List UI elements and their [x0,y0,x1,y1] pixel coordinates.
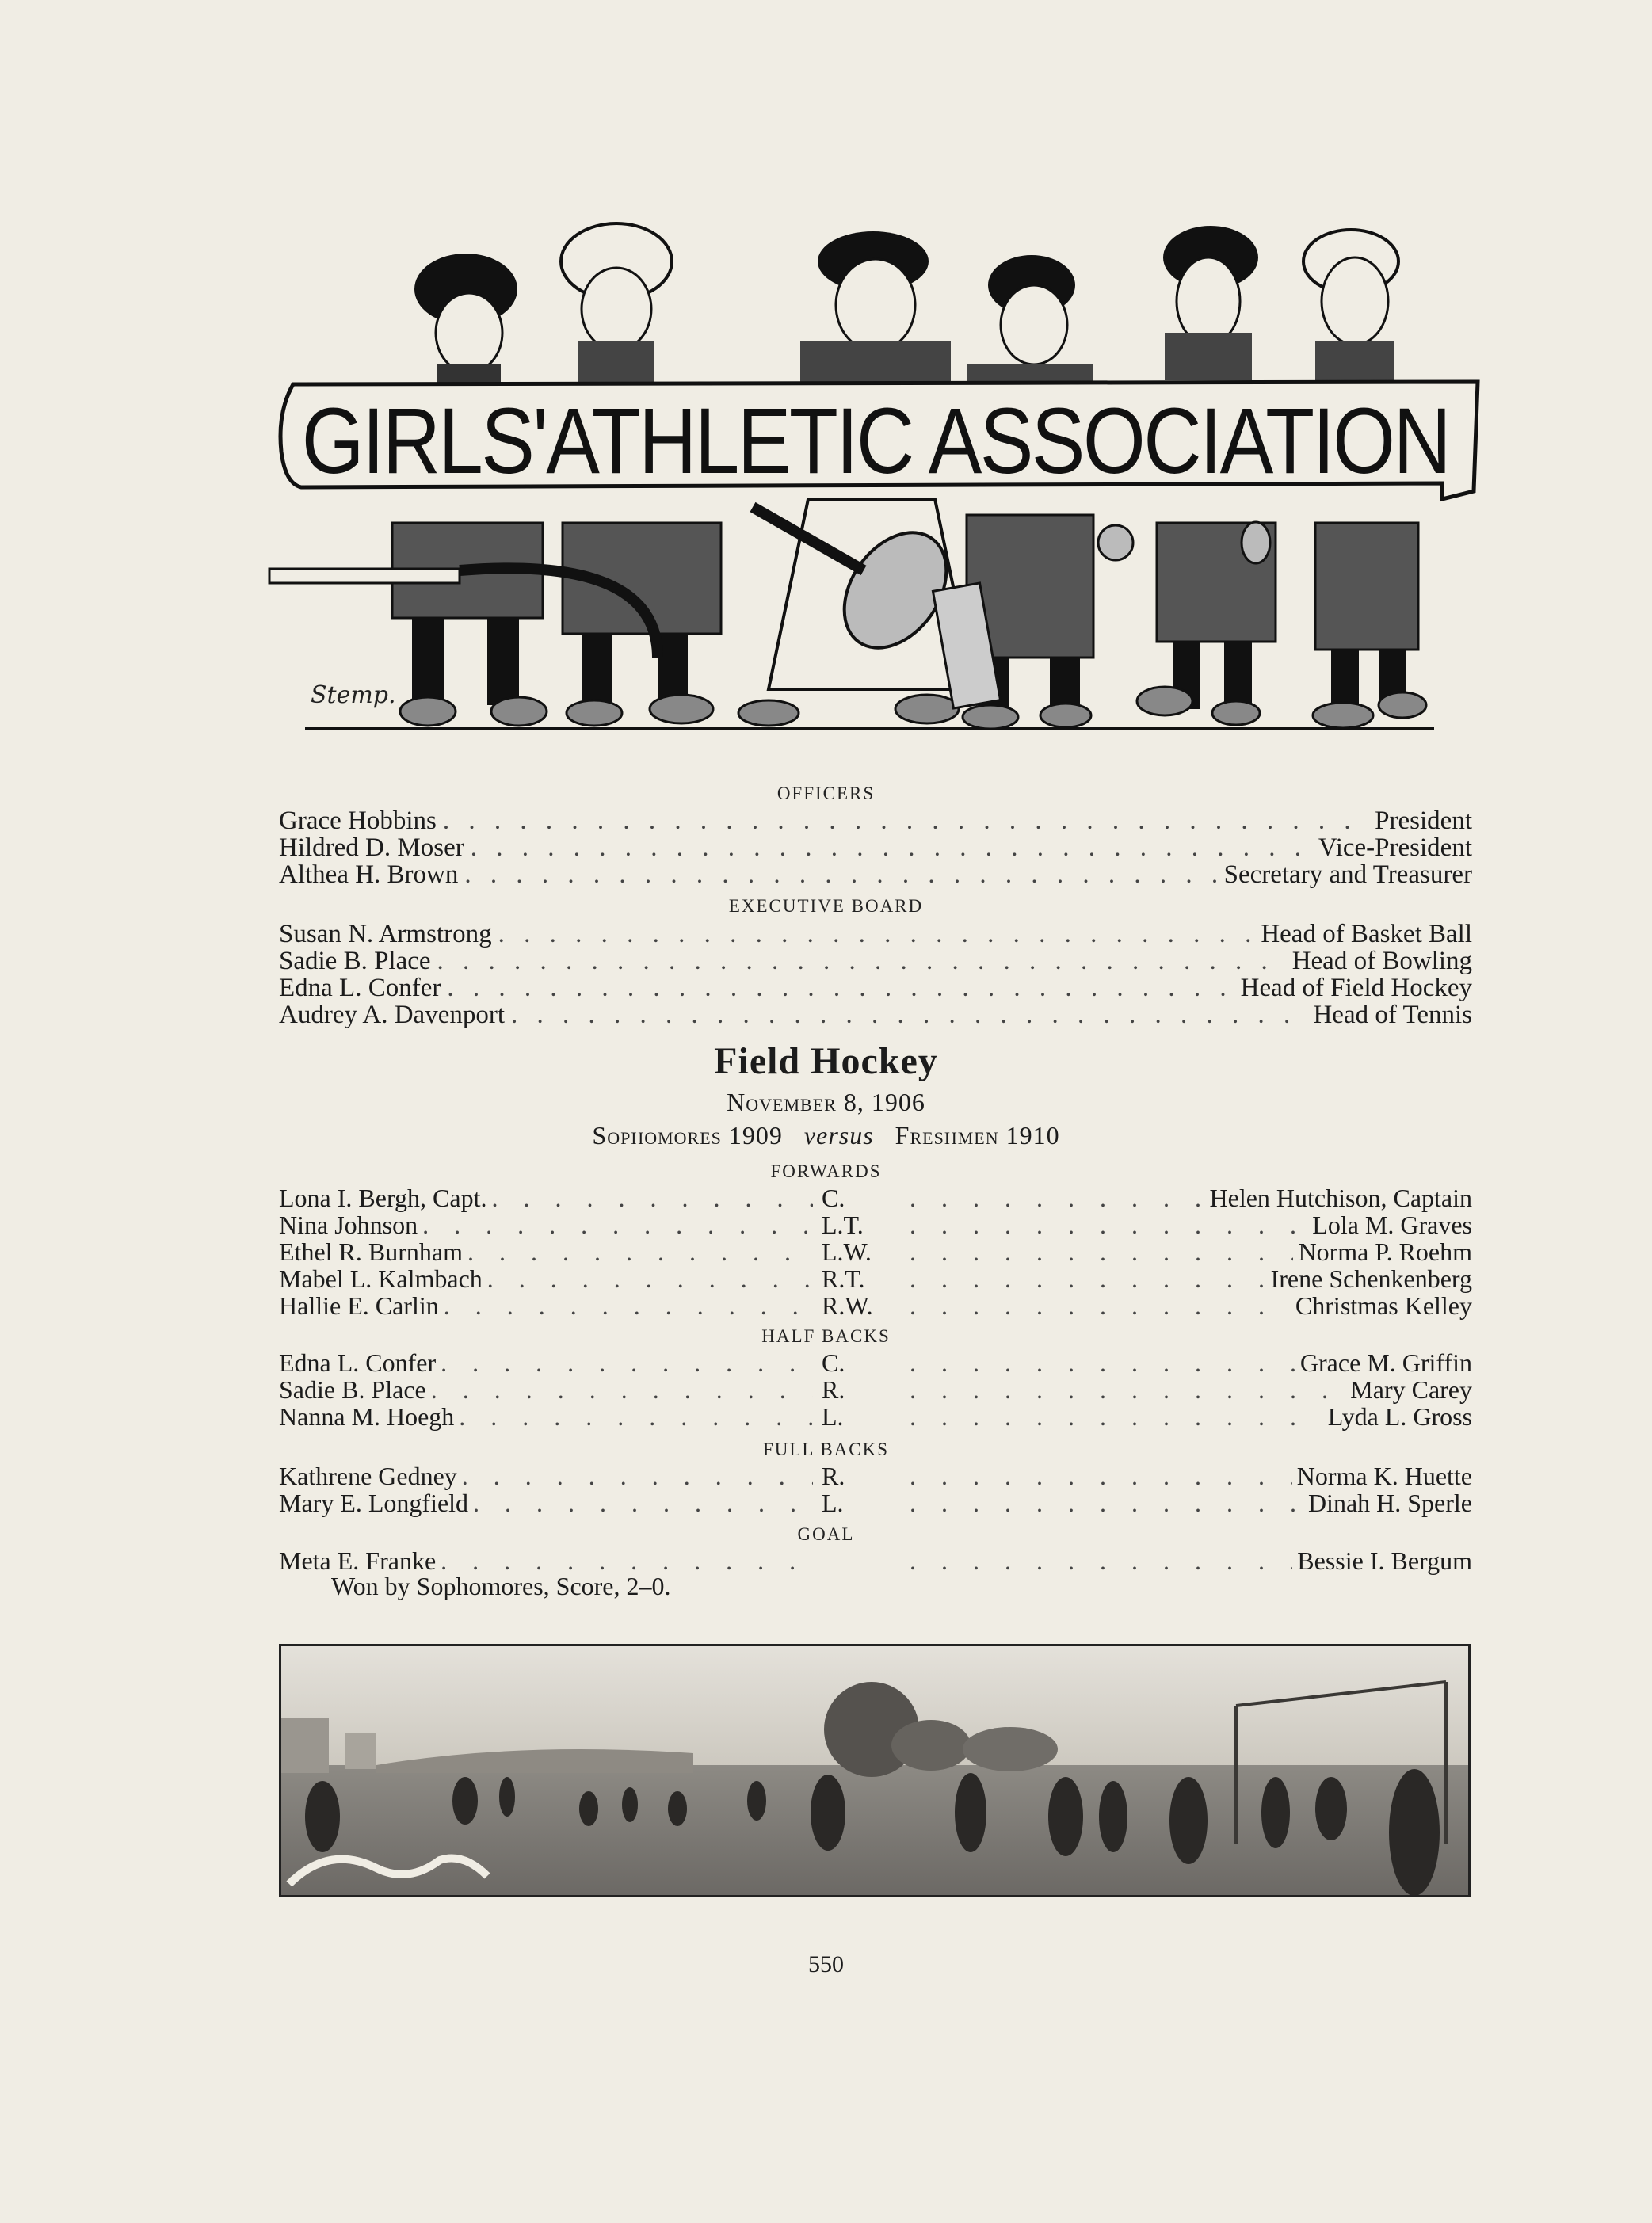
lineup-row: Sadie B. Place . . . R. . . . Mary Carey [279,1376,1472,1403]
lineup-row: Mabel L. Kalmbach . . . R.T. . . . Irene Schenkenberg [279,1265,1472,1292]
full-backs-heading: FULL BACKS [762,1439,890,1459]
board-row: Edna L. Confer . . . Head of Field Hockey [279,974,1472,1002]
lineup-row: Mary E. Longfield . . . L. . . . Dinah H. Sperle [279,1489,1472,1516]
officer-row: Hildred D. Moser . . . Vice-President [279,833,1472,862]
board-row: Susan N. Armstrong . . . Head of Basket Ball [279,920,1472,948]
versus-label: versus [803,1121,874,1150]
lineup-row: Nina Johnson . . . L.T. . . . Lola M. Graves [279,1211,1472,1238]
lineup-row: Nanna M. Hoegh . . . L. . . . Lyda L. Gross [279,1403,1472,1430]
artist-signature: Stemp. [311,681,396,709]
team-b: Freshmen 1910 [895,1121,1060,1150]
officer-row: Althea H. Brown . . . Secretary and Treasurer [279,860,1472,889]
officers-heading: OFFICERS [776,784,876,803]
photo-scene [281,1646,1468,1895]
page-number: 550 [808,1951,844,1977]
game-title: Field Hockey [714,1040,938,1082]
board-row: Audrey A. Davenport . . . Head of Tennis [279,1001,1472,1029]
officer-row: Grace Hobbins . . . President [279,806,1472,835]
goal-heading: GOAL [797,1524,855,1544]
lineup-row: Kathrene Gedney . . . R. . . . Norma K. Huette [279,1462,1472,1489]
banner-illustration [261,214,1482,737]
forwards-heading: FORWARDS [770,1161,882,1181]
lineup-row: Hallie E. Carlin . . . R.W. . . . Christmas Kelley [279,1292,1472,1319]
half-backs-heading: HALF BACKS [761,1326,891,1346]
lineup-row: Lona I. Bergh, Capt. . . . C. . . . Helen Hutchison, Captain [279,1184,1472,1211]
lineup-row: Ethel R. Burnham . . . L.W. . . . Norma P. Roehm [279,1238,1472,1265]
game-date: November 8, 1906 [727,1088,925,1116]
board-row: Sadie B. Place . . . Head of Bowling [279,947,1472,975]
game-result: Won by Sophomores, Score, 2–0. [331,1572,671,1600]
lineup-row: Meta E. Franke . . . . . . Bessie I. Bergum [279,1547,1472,1574]
lineup-row: Edna L. Confer . . . C. . . . Grace M. Griffin [279,1349,1472,1376]
executive-board-heading: EXECUTIVE BOARD [728,896,924,916]
field-hockey-photograph [279,1644,1471,1897]
game-matchup [0,1121,1652,1150]
banner-title: GIRLS'ATHLETIC ASSOCIATION [301,389,1450,494]
team-a: Sophomores 1909 [592,1121,783,1150]
